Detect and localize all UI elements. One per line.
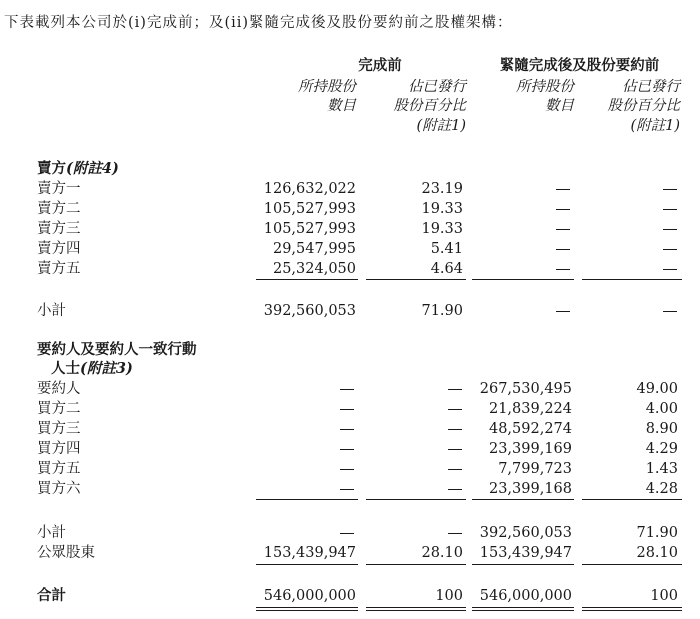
offeror-row-name: 買方五 bbox=[37, 461, 81, 477]
header-shares-after-l2: 數目 bbox=[545, 98, 574, 114]
vendor-name: 賣方五 bbox=[37, 261, 81, 277]
offeror-subtotal-pct-after: 71.90 bbox=[636, 525, 678, 541]
total-label: 合計 bbox=[37, 587, 66, 604]
header-pct-before-l2: 股份百分比 bbox=[393, 98, 466, 114]
public-shareholders-label: 公眾股東 bbox=[37, 545, 95, 561]
dash-mark bbox=[448, 389, 462, 390]
offeror-group-heading-note: (附註3) bbox=[80, 360, 133, 377]
double-rule-bottom bbox=[472, 610, 574, 611]
vendors-subtotal-pct-before: 71.90 bbox=[421, 303, 463, 319]
column-rule bbox=[366, 279, 466, 280]
column-rule bbox=[256, 564, 358, 565]
total-shares-before: 546,000,000 bbox=[263, 588, 356, 604]
column-rule bbox=[472, 279, 574, 280]
column-rule bbox=[256, 279, 358, 280]
dash-mark bbox=[663, 269, 677, 270]
dash-mark bbox=[448, 409, 462, 410]
vendor-shares-before: 126,632,022 bbox=[263, 181, 356, 197]
double-rule-bottom bbox=[366, 610, 466, 611]
header-shares-before-l2: 數目 bbox=[327, 98, 356, 114]
vendor-pct-before: 19.33 bbox=[421, 221, 463, 237]
vendor-pct-before: 23.19 bbox=[421, 181, 463, 197]
total-pct-after: 100 bbox=[650, 588, 678, 604]
dash-mark bbox=[340, 489, 354, 490]
header-shares-before-l1: 所持股份 bbox=[298, 79, 356, 95]
column-rule bbox=[472, 564, 574, 565]
header-pct-before-l1: 佔已發行 bbox=[408, 79, 466, 95]
offeror-row-pct-after: 1.43 bbox=[645, 461, 678, 477]
header-pct-after-note: (附註1) bbox=[630, 118, 680, 134]
column-rule bbox=[366, 564, 466, 565]
dash-mark bbox=[448, 469, 462, 470]
dash-mark bbox=[663, 249, 677, 250]
dash-mark bbox=[556, 311, 570, 312]
dash-mark bbox=[556, 269, 570, 270]
dash-mark bbox=[663, 189, 677, 190]
vendor-name: 賣方二 bbox=[37, 201, 81, 217]
offeror-group-heading-line1: 要約人及要約人一致行動 bbox=[37, 341, 197, 358]
dash-mark bbox=[556, 209, 570, 210]
public-shares-after: 153,439,947 bbox=[479, 545, 572, 561]
vendor-shares-before: 105,527,993 bbox=[263, 201, 356, 217]
column-rule bbox=[582, 279, 682, 280]
offeror-row-name: 買方二 bbox=[37, 401, 81, 417]
vendors-subtotal-label: 小計 bbox=[37, 303, 66, 319]
header-after-completion: 緊隨完成後及股份要約前 bbox=[499, 57, 660, 74]
offeror-row-pct-after: 4.28 bbox=[645, 481, 678, 497]
offeror-row-name: 買方三 bbox=[37, 421, 81, 437]
double-rule-top bbox=[366, 607, 466, 608]
double-rule-bottom bbox=[256, 610, 358, 611]
column-rule bbox=[472, 499, 574, 500]
vendor-name: 賣方三 bbox=[37, 221, 81, 237]
column-rule bbox=[582, 564, 682, 565]
offeror-subtotal-label: 小計 bbox=[37, 525, 66, 541]
double-rule-top bbox=[472, 607, 574, 608]
vendor-shares-before: 25,324,050 bbox=[272, 261, 356, 277]
dash-mark bbox=[556, 229, 570, 230]
header-pct-after-l2: 股份百分比 bbox=[607, 98, 680, 114]
header-shares-after-l1: 所持股份 bbox=[516, 79, 574, 95]
double-rule-top bbox=[256, 607, 358, 608]
offeror-row-shares-after: 48,592,274 bbox=[488, 421, 572, 437]
vendors-heading-note: (附註4) bbox=[66, 160, 119, 177]
offeror-row-shares-after: 23,399,169 bbox=[488, 441, 572, 457]
vendors-subtotal-shares-before: 392,560,053 bbox=[263, 303, 356, 319]
vendor-pct-before: 4.64 bbox=[430, 261, 463, 277]
header-pct-after-l1: 佔已發行 bbox=[622, 79, 680, 95]
public-pct-after: 28.10 bbox=[636, 545, 678, 561]
offeror-row-pct-after: 8.90 bbox=[645, 421, 678, 437]
dash-mark bbox=[663, 311, 677, 312]
vendors-heading-label: 賣方 bbox=[37, 160, 66, 177]
vendor-shares-before: 29,547,995 bbox=[272, 241, 356, 257]
dash-mark bbox=[448, 489, 462, 490]
vendors-heading bbox=[37, 160, 119, 178]
offeror-row-pct-after: 4.00 bbox=[645, 401, 678, 417]
dash-mark bbox=[556, 189, 570, 190]
offeror-row-name: 買方四 bbox=[37, 441, 81, 457]
column-rule bbox=[582, 499, 682, 500]
vendor-shares-before: 105,527,993 bbox=[263, 221, 356, 237]
public-pct-before: 28.10 bbox=[421, 545, 463, 561]
offeror-row-shares-after: 7,799,723 bbox=[498, 461, 572, 477]
offeror-row-name: 買方六 bbox=[37, 481, 81, 497]
vendor-pct-before: 5.41 bbox=[430, 241, 463, 257]
vendor-pct-before: 19.33 bbox=[421, 201, 463, 217]
dash-mark bbox=[340, 409, 354, 410]
offeror-row-pct-after: 49.00 bbox=[636, 381, 678, 397]
offeror-group-heading-line2 bbox=[51, 360, 133, 378]
total-shares-after: 546,000,000 bbox=[479, 588, 572, 604]
dash-mark bbox=[340, 469, 354, 470]
column-rule bbox=[366, 499, 466, 500]
double-rule-top bbox=[582, 607, 682, 608]
offeror-row-pct-after: 4.29 bbox=[645, 441, 678, 457]
column-rule bbox=[256, 499, 358, 500]
dash-mark bbox=[448, 533, 462, 534]
offeror-row-shares-after: 23,399,168 bbox=[488, 481, 572, 497]
double-rule-bottom bbox=[582, 610, 682, 611]
offeror-row-shares-after: 21,839,224 bbox=[488, 401, 572, 417]
dash-mark bbox=[448, 429, 462, 430]
dash-mark bbox=[663, 229, 677, 230]
dash-mark bbox=[340, 389, 354, 390]
dash-mark bbox=[556, 249, 570, 250]
dash-mark bbox=[663, 209, 677, 210]
vendor-name: 賣方一 bbox=[37, 181, 81, 197]
header-before-completion: 完成前 bbox=[358, 57, 402, 74]
offeror-row-name: 要約人 bbox=[37, 381, 81, 397]
header-pct-before-note: (附註1) bbox=[416, 118, 466, 134]
dash-mark bbox=[448, 449, 462, 450]
vendor-name: 賣方四 bbox=[37, 241, 81, 257]
dash-mark bbox=[340, 429, 354, 430]
offeror-subtotal-shares-after: 392,560,053 bbox=[479, 525, 572, 541]
offeror-row-shares-after: 267,530,495 bbox=[479, 381, 572, 397]
total-pct-before: 100 bbox=[435, 588, 463, 604]
dash-mark bbox=[340, 533, 354, 534]
offeror-group-heading-label: 人士 bbox=[51, 360, 80, 377]
intro-text: 下表載列本公司於(i)完成前；及(ii)緊隨完成後及股份要約前之股權架構： bbox=[4, 15, 513, 31]
dash-mark bbox=[340, 449, 354, 450]
public-shares-before: 153,439,947 bbox=[263, 545, 356, 561]
